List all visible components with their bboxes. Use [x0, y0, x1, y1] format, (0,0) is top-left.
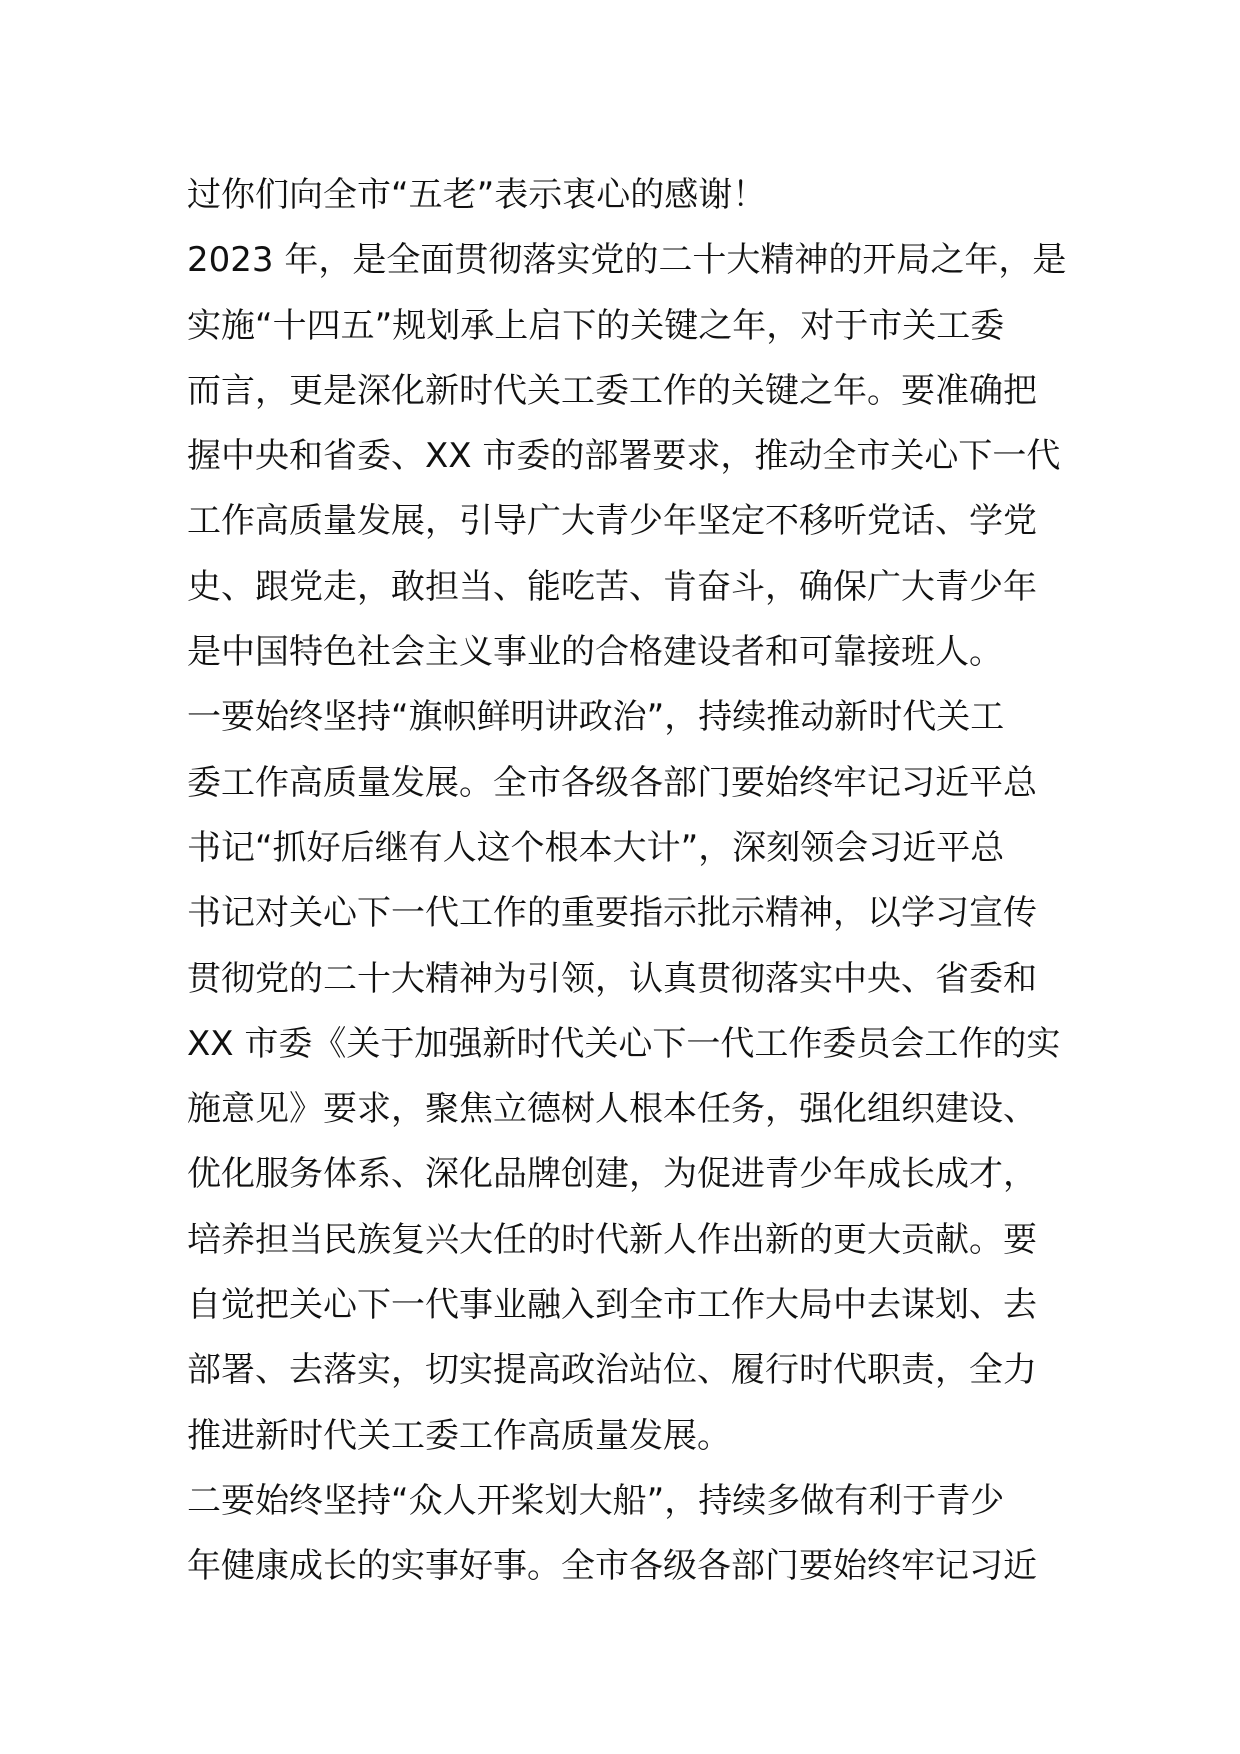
text-line: 施意见》要求，聚焦立德树人根本任务，强化组织建设、	[187, 1089, 1037, 1130]
body-text	[187, 163, 1067, 1600]
text-line: 培养担当民族复兴大任的时代新人作出新的更大贡献。要	[187, 1219, 1037, 1260]
text-line: 优化服务体系、深化品牌创建，为促进青少年成长成才，	[187, 1154, 1037, 1195]
text-line: 推进新时代关工委工作高质量发展。	[187, 1415, 731, 1456]
text-line: 2023 年，是全面贯彻落实党的二十大精神的开局之年，是	[187, 240, 1067, 281]
text-line: 委工作高质量发展。全市各级各部门要始终牢记习近平总	[187, 762, 1037, 803]
text-line: 部署、去落实，切实提高政治站位、履行时代职责，全力	[187, 1350, 1037, 1391]
text-line: 过你们向全市“五老”表示衷心的感谢！	[187, 175, 767, 215]
text-line: 书记对关心下一代工作的重要指示批示精神，以学习宣传	[187, 893, 1037, 934]
text-line: 工作高质量发展，引导广大青少年坚定不移听党话、学党	[187, 501, 1037, 542]
text-line: 一要始终坚持“旗帜鲜明讲政治”，持续推动新时代关工	[187, 697, 1005, 738]
text-line: 书记“抓好后继有人这个根本大计”，深刻领会习近平总	[187, 827, 1005, 868]
text-line: 实施“十四五”规划承上启下的关键之年，对于市关工委	[187, 305, 1005, 346]
text-line: 握中央和省委、XX 市委的部署要求，推动全市关心下一代	[187, 436, 1061, 477]
text-line: 而言，更是深化新时代关工委工作的关键之年。要准确把	[187, 370, 1037, 411]
text-line: 是中国特色社会主义事业的合格建设者和可靠接班人。	[187, 632, 1003, 673]
text-line: XX 市委《关于加强新时代关心下一代工作委员会工作的实	[187, 1023, 1061, 1064]
text-line: 史、跟党走，敢担当、能吃苦、肯奋斗，确保广大青少年	[187, 566, 1037, 607]
text-line: 二要始终坚持“众人开桨划大船”，持续多做有利于青少	[187, 1480, 1005, 1521]
text-line: 年健康成长的实事好事。全市各级各部门要始终牢记习近	[187, 1546, 1037, 1587]
text-line: 贯彻党的二十大精神为引领，认真贯彻落实中央、省委和	[187, 958, 1037, 999]
text-line: 自觉把关心下一代事业融入到全市工作大局中去谋划、去	[187, 1285, 1037, 1326]
